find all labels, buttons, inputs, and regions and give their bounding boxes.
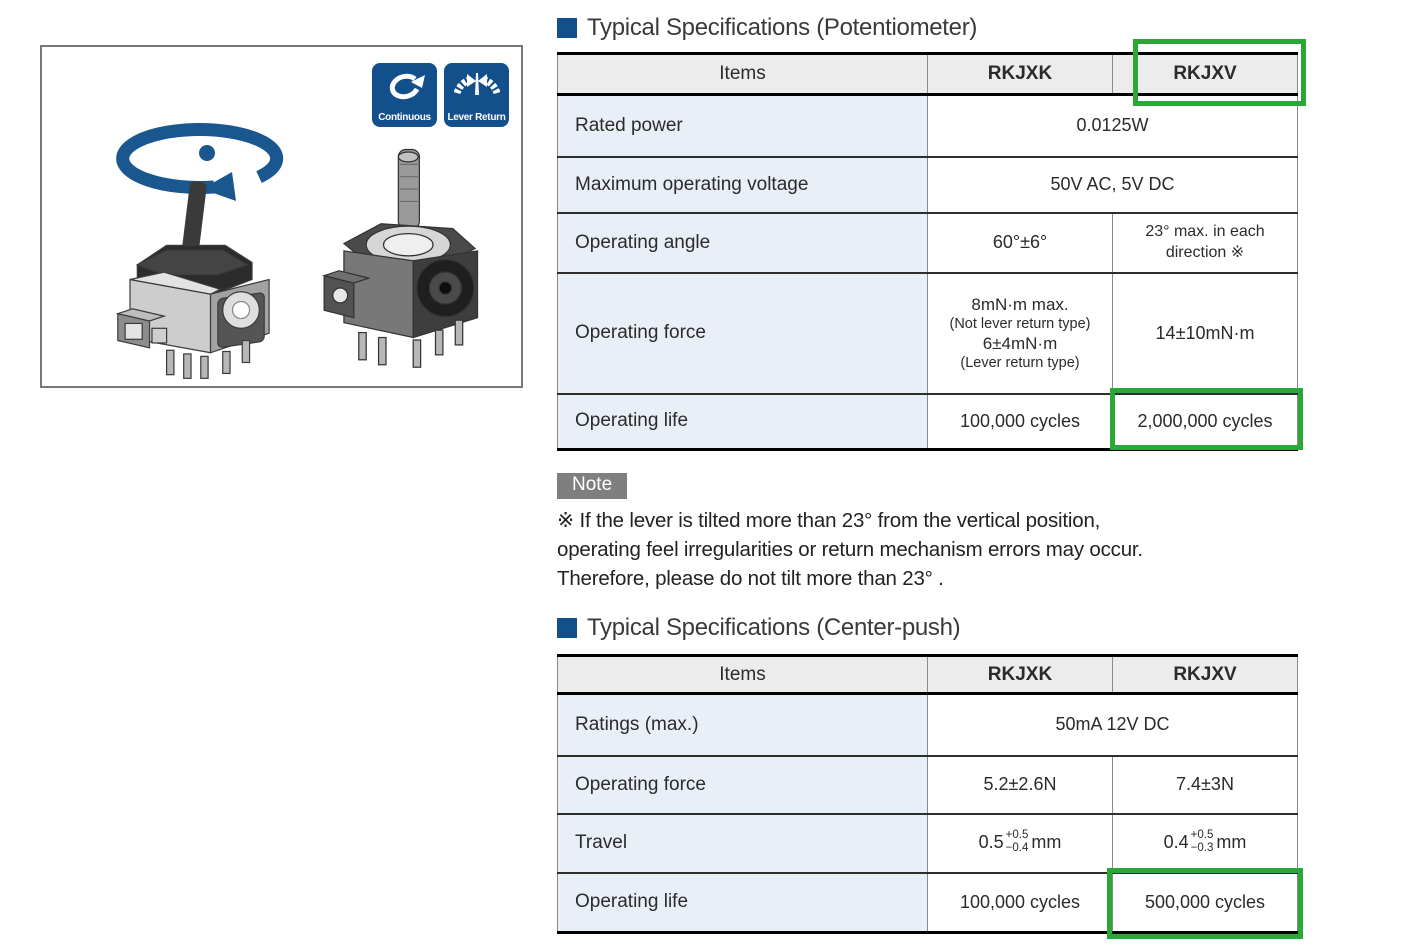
operating-life-rkjxv: 500,000 cycles <box>1113 873 1298 933</box>
travel-label: Travel <box>558 814 928 873</box>
joystick-potentiometer-image-b <box>294 147 499 387</box>
rated-power-row <box>558 95 1298 157</box>
rkjxk-header-cell: RKJXK <box>928 656 1113 694</box>
operating-life-rkjxk: 100,000 cycles <box>928 873 1113 933</box>
rated-power-value: 0.0125W <box>928 95 1298 157</box>
lever-return-icon <box>454 71 500 105</box>
operating-angle-row <box>558 213 1298 273</box>
travel-rkjxk <box>928 814 1113 873</box>
center-push-spec-table <box>557 654 1298 934</box>
travel-rkjxv <box>1113 814 1298 873</box>
potentiometer-section-title <box>557 14 977 42</box>
section-bullet-icon <box>557 618 577 638</box>
product-image-panel <box>40 45 523 388</box>
travel-row <box>558 814 1298 873</box>
operating-force-rkjxv: 7.4±3N <box>1113 756 1298 814</box>
items-header-cell: Items <box>558 656 928 694</box>
rkjxk-header-cell: RKJXK <box>928 54 1113 95</box>
travel-base: 0.4 <box>1163 831 1189 852</box>
lever-return-badge-label: Lever Return <box>447 112 506 123</box>
potentiometer-spec-table <box>557 52 1298 451</box>
table-header-row <box>558 656 1298 694</box>
travel-unit: mm <box>1031 831 1062 852</box>
rated-power-label: Rated power <box>558 95 928 157</box>
note-line: operating feel irregularities or return mechanism errors may occur. <box>557 538 1143 562</box>
continuous-badge <box>372 63 437 127</box>
section-bullet-icon <box>557 18 577 38</box>
operating-force-label: Operating force <box>558 273 928 394</box>
operating-life-label: Operating life <box>558 394 928 450</box>
operating-life-label: Operating life <box>558 873 928 933</box>
operating-force-row <box>558 756 1298 814</box>
force-line: 6±4mN·m <box>982 334 1058 353</box>
continuous-badge-label: Continuous <box>378 112 431 123</box>
table-header-row <box>558 54 1298 95</box>
max-voltage-row <box>558 157 1298 213</box>
operating-angle-rkjxv: 23° max. in each direction ※ <box>1113 213 1298 273</box>
center-push-title-text: Typical Specifications (Center-push) <box>587 614 961 641</box>
ratings-value: 50mA 12V DC <box>928 694 1298 756</box>
ratings-row <box>558 694 1298 756</box>
travel-minus-tol: −0.3 <box>1190 842 1214 854</box>
operating-life-row <box>558 873 1298 933</box>
note-line: Therefore, please do not tilt more than 23° . <box>557 567 944 591</box>
travel-minus-tol: −0.4 <box>1005 842 1029 854</box>
operating-force-rkjxk <box>928 273 1113 394</box>
operating-force-label: Operating force <box>558 756 928 814</box>
operating-angle-rkjxk: 60°±6° <box>928 213 1113 273</box>
operating-force-rkjxk: 5.2±2.6N <box>928 756 1113 814</box>
force-line: (Lever return type) <box>960 355 1080 372</box>
rotate-continuous-icon <box>384 70 426 106</box>
feature-badges <box>372 63 509 127</box>
operating-life-rkjxk: 100,000 cycles <box>928 394 1113 450</box>
note-badge: Note <box>557 473 627 499</box>
force-line: (Not lever return type) <box>949 315 1091 332</box>
travel-plus-tol: +0.5 <box>1190 828 1214 841</box>
travel-base: 0.5 <box>978 831 1004 852</box>
travel-plus-tol: +0.5 <box>1005 828 1029 841</box>
rkjxv-header-cell: RKJXV <box>1113 656 1298 694</box>
rkjxv-header-cell: RKJXV <box>1113 54 1298 95</box>
max-voltage-label: Maximum operating voltage <box>558 157 928 213</box>
joystick-potentiometer-image-a <box>94 177 299 382</box>
note-text <box>557 506 1297 593</box>
potentiometer-title-text: Typical Specifications (Potentiometer) <box>587 14 978 41</box>
operating-life-row <box>558 394 1298 450</box>
operating-life-rkjxv: 2,000,000 cycles <box>1113 394 1298 450</box>
operating-force-row <box>558 273 1298 394</box>
items-header-cell: Items <box>558 54 928 95</box>
force-line: 8mN·m max. <box>971 294 1069 314</box>
center-push-section-title <box>557 614 960 642</box>
operating-angle-label: Operating angle <box>558 213 928 273</box>
note-line: ※ If the lever is tilted more than 23° from the vertical position, <box>557 509 1101 532</box>
max-voltage-value: 50V AC, 5V DC <box>928 157 1298 213</box>
operating-force-rkjxv: 14±10mN·m <box>1113 273 1298 394</box>
lever-return-badge <box>444 63 509 127</box>
ratings-label: Ratings (max.) <box>558 694 928 756</box>
travel-unit: mm <box>1216 831 1247 852</box>
